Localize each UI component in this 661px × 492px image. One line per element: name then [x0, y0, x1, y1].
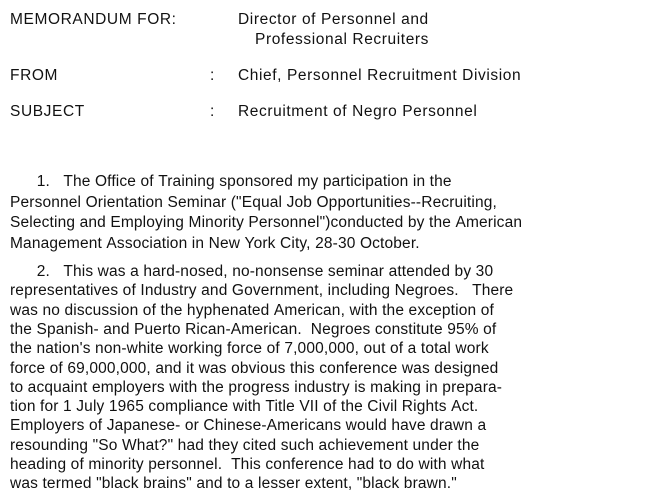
subject-colon: : — [210, 103, 215, 120]
paragraph2-line: 2. This was a hard-nosed, no-nonsense seminar attended by 30 — [10, 263, 494, 280]
paragraph2-line: to acquaint employers with the progress industry is making in prepara- — [10, 378, 503, 396]
paragraph2-line: heading of minority personnel. This conference had to do with what — [10, 456, 485, 473]
from-colon: : — [210, 67, 215, 84]
memorandum-for-label: MEMORANDUM FOR: — [10, 11, 177, 28]
paragraph1-line: 1. The Office of Training sponsored my participation in the — [10, 173, 452, 190]
paragraph2-line: force of 69,000,000, and it was obvious this conference was designed — [10, 359, 499, 377]
subject-label: SUBJECT — [10, 103, 85, 120]
paragraph2-line: the Spanish- and Puerto Rican-American. Negroes constitute 95% of — [10, 320, 497, 338]
paragraph1-line: Management Association in New York City, 28-30 October. — [10, 234, 420, 252]
paragraph2-line: was termed "black brains" and to a lesser extent, "black brawn." — [10, 475, 457, 492]
memorandum-for-recipient-line2: Professional Recruiters — [255, 31, 430, 48]
subject-value: Recruitment of Negro Personnel — [238, 103, 478, 120]
paragraph1-line: Selecting and Employing Minority Personnel")conducted by the American — [10, 214, 523, 231]
paragraph1-line: Personnel Orientation Seminar ("Equal Job Opportunities--Recruiting, — [10, 193, 497, 211]
paragraph2-line: was no discussion of the hyphenated American, with the exception of — [10, 301, 494, 319]
paragraph2-line: the nation's non-white working force of 7,000,000, out of a total work — [10, 340, 489, 358]
paragraph2-line: Employers of Japanese- or Chinese-Americans would have drawn a — [10, 417, 487, 435]
paragraph2-line: tion for 1 July 1965 compliance with Title VII of the Civil Rights Act. — [10, 398, 479, 416]
paragraph2-line: resounding "So What?" had they cited such achievement under the — [10, 436, 480, 454]
paragraph2-line: representatives of Industry and Government, including Negroes. There — [10, 282, 514, 300]
memorandum-for-recipient-line1: Director of Personnel and — [238, 11, 429, 28]
from-value: Chief, Personnel Recruitment Division — [238, 67, 522, 84]
from-label: FROM — [10, 67, 59, 84]
